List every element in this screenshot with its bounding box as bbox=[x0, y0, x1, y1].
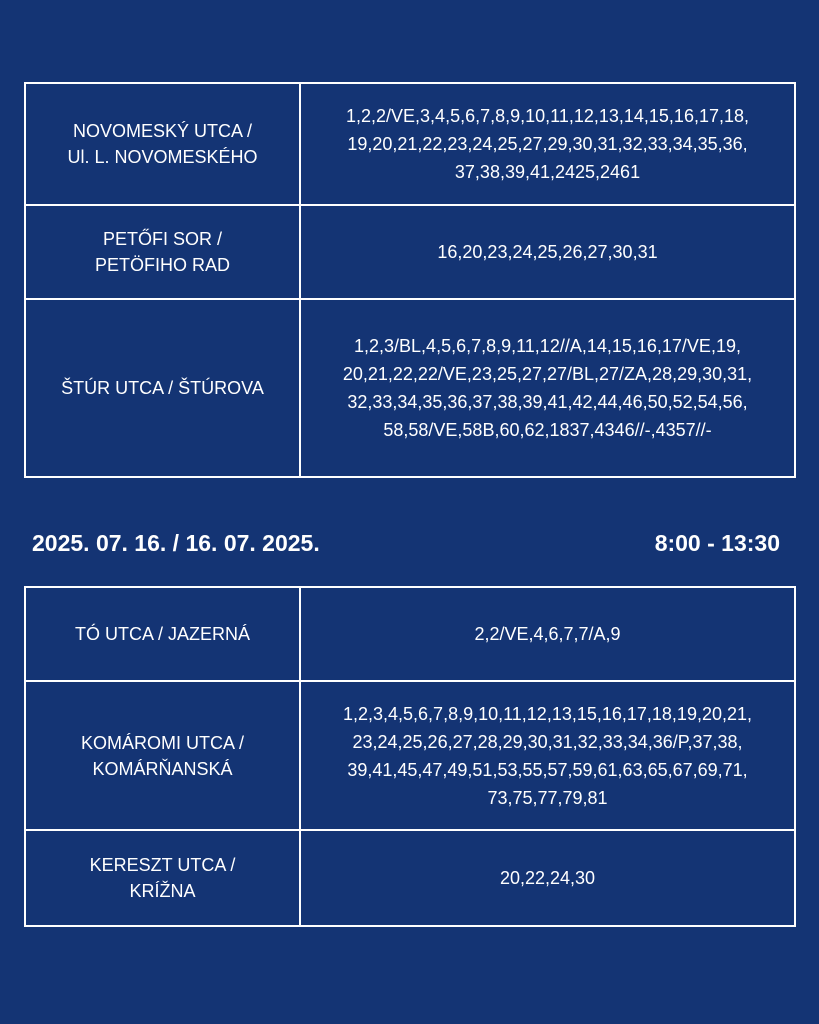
house-numbers-cell: 16,20,23,24,25,26,27,30,31 bbox=[437, 242, 658, 262]
outage-date: 2025. 07. 16. / 16. 07. 2025. bbox=[32, 530, 320, 556]
house-numbers-cell: 2,2/VE,4,6,7,7/A,9 bbox=[474, 624, 621, 644]
outage-table-2 bbox=[24, 586, 796, 927]
outage-time: 8:00 - 13:30 bbox=[654, 530, 780, 556]
house-numbers-cell: 1,2,2/VE,3,4,5,6,7,8,9,10,11,12,13,14,15,16,17,18, 19,20,21,22,23,24,25,27,29,30,31,32,33,34,35,36, 37,38,39,41,2425,2461 bbox=[346, 106, 749, 182]
table-row bbox=[26, 84, 794, 206]
street-name-cell: KOMÁROMI UTCA / KOMÁRŇANSKÁ bbox=[26, 682, 301, 829]
schedule-line bbox=[32, 528, 780, 558]
street-name-cell: TÓ UTCA / JAZERNÁ bbox=[26, 588, 301, 680]
house-numbers-cell: 1,2,3,4,5,6,7,8,9,10,11,12,13,15,16,17,18,19,20,21, 23,24,25,26,27,28,29,30,31,32,33,34,36/P,37,38, 39,41,45,47,49,51,53,55,57,59,61,63,65,67,69,71, 73,75,77,79,81 bbox=[342, 703, 753, 808]
street-name-cell: ŠTÚR UTCA / ŠTÚROVA bbox=[26, 300, 301, 476]
street-name-cell: NOVOMESKÝ UTCA / Ul. L. NOVOMESKÉHO bbox=[26, 84, 301, 204]
house-numbers-cell: 1,2,3/BL,4,5,6,7,8,9,11,12//A,14,15,16,17/VE,19, 20,21,22,22/VE,23,25,27,27/BL,27/ZA,28,29,30,31, 32,33,34,35,36,37,38,39,41,42,44,46,50,52,54,56, 58,58/VE,58B,60,62,1837,4346//-,4357//- bbox=[342, 336, 753, 440]
table-row bbox=[26, 300, 794, 476]
table-row bbox=[26, 206, 794, 300]
house-numbers-cell: 20,22,24,30 bbox=[499, 868, 596, 888]
table-row bbox=[26, 682, 794, 831]
table-row bbox=[26, 831, 794, 925]
street-name-cell: KERESZT UTCA / KRÍŽNA bbox=[26, 831, 301, 925]
table-row bbox=[26, 588, 794, 682]
street-name-cell: PETŐFI SOR / PETÖFIHO RAD bbox=[26, 206, 301, 298]
outage-table-1 bbox=[24, 82, 796, 478]
